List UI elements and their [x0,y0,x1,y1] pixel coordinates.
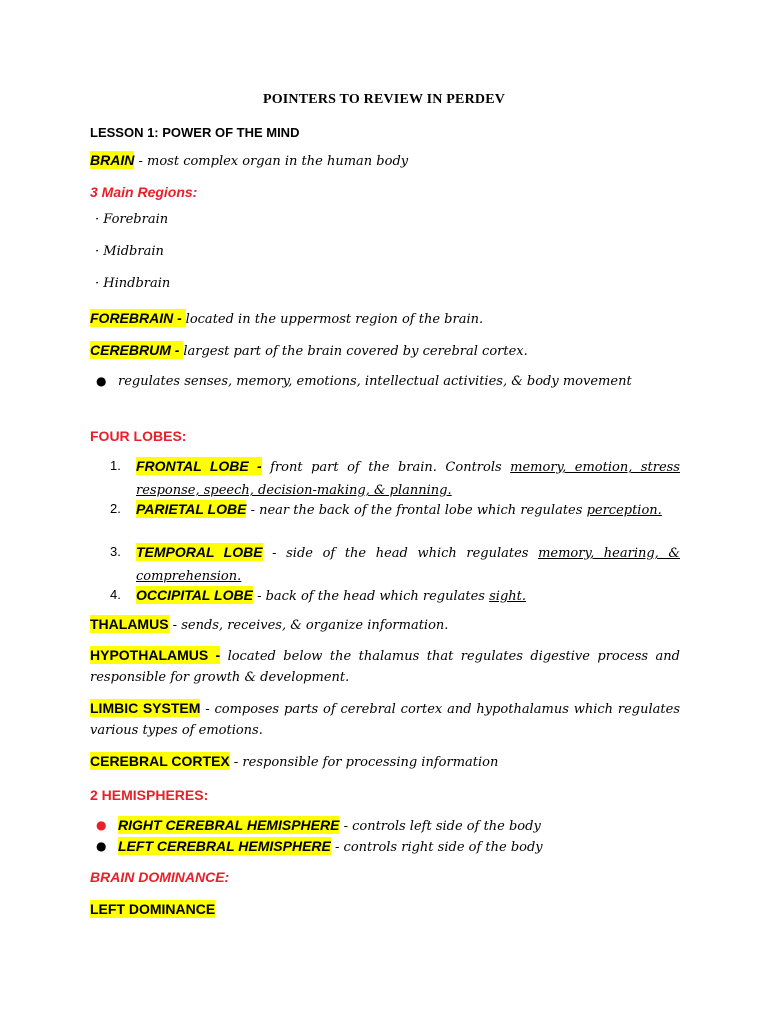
cortex-def: - responsible for processing information [229,755,499,770]
lobe-number: 1. [110,458,121,473]
lobe-term: TEMPORAL LOBE [136,544,263,560]
page-title: POINTERS TO REVIEW IN PERDEV [262,92,506,107]
lobe-item [110,455,680,501]
cerebrum-definition [90,340,680,362]
cortex-term: CEREBRAL CORTEX [90,753,230,769]
region-item: · Hindbrain [95,276,171,291]
limbic-term: LIMBIC SYSTEM [90,700,201,716]
lobe-item [110,498,680,521]
limbic-def: - composes parts of cerebral cortex and hypothalamus which regulates various types of emotions. [90,702,680,738]
lobe-term: FRONTAL LOBE - [136,458,262,474]
lobe-number: 4. [110,587,121,602]
lobe-item [110,541,680,587]
lobe-functions: perception. [586,503,662,518]
brain-sep: - [134,154,148,169]
brain-definition [90,150,680,172]
lobe-term: PARIETAL LOBE [136,501,247,517]
hemisphere-item [96,815,680,837]
forebrain-term: FOREBRAIN - [90,310,186,326]
cerebrum-def: largest part of the brain covered by cerebral cortex. [183,344,528,359]
thalamus-definition [90,614,680,636]
brain-term: BRAIN [90,152,135,168]
hemisphere-def: - controls right side of the body [330,840,543,855]
hypothalamus-definition [90,645,680,688]
regions-heading: 3 Main Regions: [90,184,198,200]
lobe-desc: - back of the head which regulates [252,589,490,604]
hypothalamus-term: HYPOTHALAMUS - [90,647,221,663]
forebrain-def: located in the uppermost region of the brain. [185,312,484,327]
cerebrum-bullet-text: regulates senses, memory, emotions, intellectual activities, & body movement [118,374,632,389]
lobe-number: 3. [110,544,121,559]
lobe-desc: front part of the brain. Controls [261,460,511,475]
cerebrum-term: CEREBRUM - [90,342,184,358]
cerebrum-bullet [96,371,680,392]
lobe-number: 2. [110,501,121,516]
lobe-desc: - near the back of the frontal lobe which regulates [246,503,587,518]
brain-def: most complex organ in the human body [147,154,409,169]
dominance-heading: BRAIN DOMINANCE: [90,869,230,885]
thalamus-def: - sends, receives, & organize information. [168,618,449,633]
bullet-icon: ● [96,374,107,388]
bullet-icon: ● [96,839,107,853]
lobe-functions: memory, emotion, stress response, speech, decision-making, & planning. [136,460,680,498]
forebrain-definition [90,308,680,330]
cortex-definition [90,751,680,773]
hemisphere-term: LEFT CEREBRAL HEMISPHERE [118,838,331,854]
left-dominance-term: LEFT DOMINANCE [90,901,216,917]
hypothalamus-def: located below the thalamus that regulates digestive process and responsible for growth & development. [90,649,680,685]
lesson-heading: LESSON 1: POWER OF THE MIND [90,125,300,140]
red-bullet-icon: ● [96,818,107,832]
thalamus-term: THALAMUS [90,616,169,632]
lobes-heading: FOUR LOBES: [90,428,187,444]
lobe-desc: - side of the head which regulates [262,546,539,561]
lobe-functions: sight. [489,589,526,604]
lobe-functions: memory, hearing, & comprehension. [136,546,680,584]
region-item: · Midbrain [95,244,164,259]
hemisphere-item [96,836,680,858]
lobe-item [110,584,680,607]
lobe-term: OCCIPITAL LOBE [136,587,253,603]
limbic-definition [90,698,680,741]
left-dominance [90,899,680,921]
hemisphere-def: - controls left side of the body [339,819,541,834]
hemisphere-term: RIGHT CEREBRAL HEMISPHERE [118,817,340,833]
hemispheres-heading: 2 HEMISPHERES: [90,787,209,803]
region-item: · Forebrain [95,212,169,227]
